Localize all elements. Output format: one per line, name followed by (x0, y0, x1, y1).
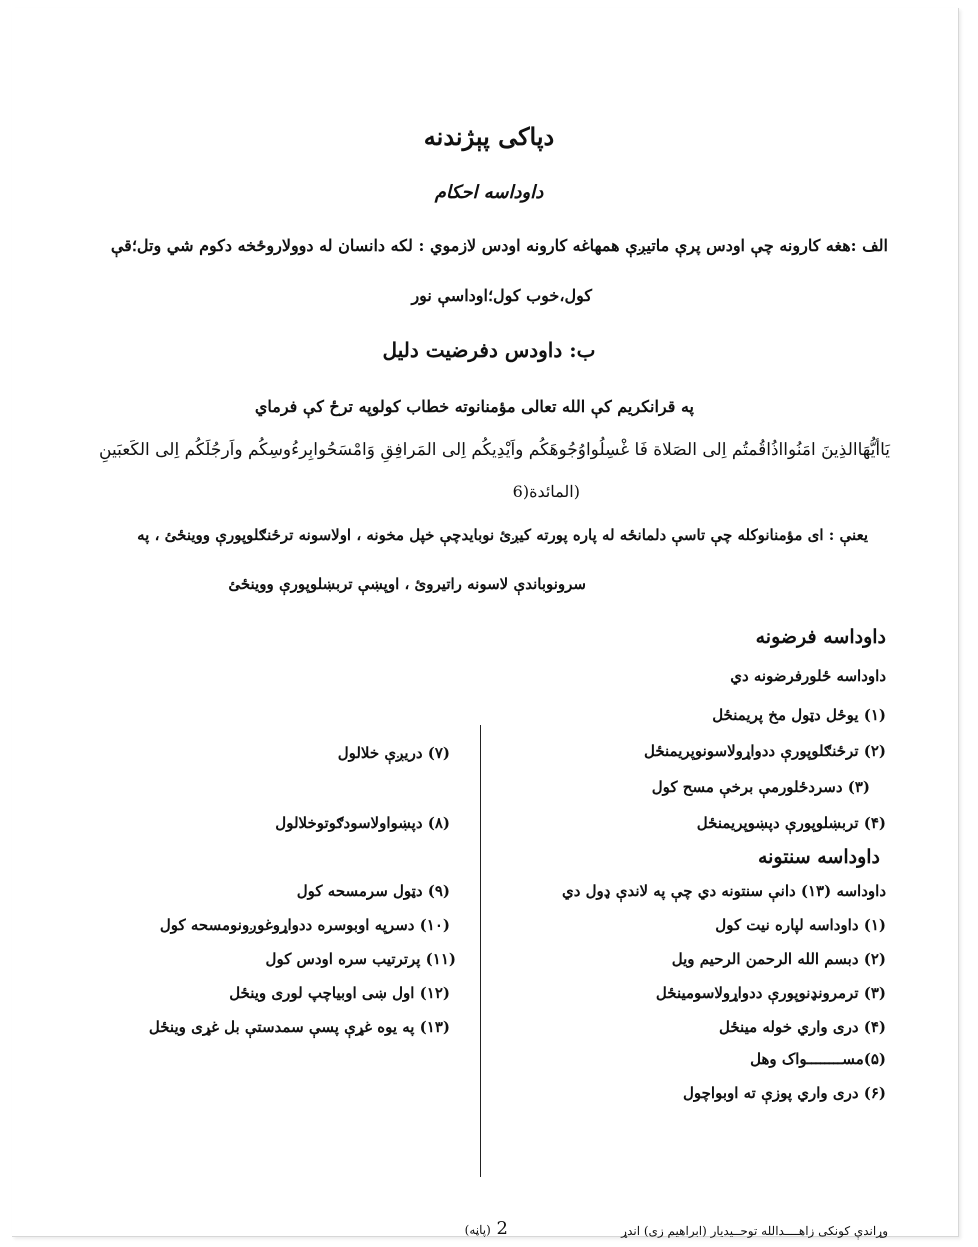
alef-line-2: کول،خوب کول؛اوداسې نور (411, 286, 592, 305)
fard-heading: داوداسه فرضونه (755, 626, 886, 648)
sunnah-item: (۳) ترمرونډنوپورې ددواړولاسومینځل (655, 984, 886, 1002)
sunnah-item: (۸) دپښواولاسودګوتوخلالول (275, 814, 450, 832)
sunnah-item: (۱۱) پرترتیب سره اودس کول (265, 950, 456, 968)
sunnah-item: (۷) دریږې خلالول (337, 744, 450, 762)
sunnah-item: (۵)مســــــــواک وهل (750, 1050, 886, 1068)
sunnah-intro: داوداسه (۱۳) دانې سنتونه دي چې په لاندې ډول دي (562, 882, 886, 900)
alef-line-1: الف :هغه کارونه چې اودس پرې ماتیږې همهاغه کارونه اودس لازموي : لکه دانسان له دوولاروځخه دکوم شي وتل؛قې (110, 236, 888, 255)
sunnah-item: (۹) دټول سرمسحه کول (296, 882, 450, 900)
meaning-line-1: یعنې : ای مؤمنانوکله چې تاسې دلمانځه له پاره پورته کیږئ نوبایدچې خپل مخونه ، اولاسونه ترځنګلوپورې ووینځئ ، په (137, 526, 868, 544)
section-b-heading: ب: داودس دفرضیت دلیل (382, 338, 596, 362)
fard-item: (۳) دسردځلورمې برخې مسح کول (651, 778, 870, 796)
sunnah-item: (۱۲) اول ښی اوبیاچپ لوری وینځل (229, 984, 450, 1002)
quran-intro: په قرانکریم کې الله تعالی مؤمنانوته خطاب کولوپه ترځ کې فرماي (254, 397, 694, 416)
sunnah-item: (۴) دری واري خوله مینځل (719, 1018, 886, 1036)
sunnah-item: (۲) دبسم الله الرحمن الرحیم ویل (671, 950, 886, 968)
sunnah-item: (۱۰) دسرپه اوبوسره ددواړوغوږونومسحه کول (159, 916, 450, 934)
meaning-line-2: سرونوباندې لاسونه راتیروئ ، اوپښې تربښلوپورې ووینځئ (228, 575, 586, 593)
page-title: دپاکی پېژندنه (423, 122, 555, 151)
sunnah-heading: داوداسه سنتونه (757, 846, 880, 868)
fard-item: (۴) تربښلوپورې دپښوپریمنځل (696, 814, 886, 832)
fard-item: (۲) ترځنګلوپورې ددواړولاسونوپریمنځل (643, 742, 886, 760)
page-label: (پاڼه) (464, 1223, 491, 1237)
fard-intro: داوداسه ځلورفرضونه دي (730, 667, 886, 685)
sunnah-item: (۱) داوداسه لپاره نیت کول (715, 916, 886, 934)
footer-author: وړاندې کونکی زاهــــدالله توحــیدیار (ابراهیم زی) اندړ (621, 1224, 888, 1238)
sunnah-item: (۶) دری واري پوزې ته اوبواچول (683, 1084, 886, 1102)
quran-verse: يَاأيُّهَاالذِينَ امَنُوااذُاقُمتُم اِلى الصَلاة فَا غْسِلُواوُجُوهَكُم واَيْدِيكُم اِلى المَرافِقِ وَامْسَحُوابِرءُوسِكُم واَرجُلَكُم اِلى الكَعبَينِ (99, 440, 890, 460)
page-subtitle: داوداسه احکام (434, 182, 544, 203)
sunnah-item: (۱۳) په یوه غړې پسې سمدستې بل غړی وینځل (148, 1018, 450, 1036)
page-number (461, 1218, 508, 1239)
verse-reference: (المائدة(6 (512, 482, 580, 501)
column-divider (480, 725, 481, 1177)
fard-item: (۱) یوځل دټول مخ پریمنځل (712, 706, 886, 724)
page-number-value: 2 (496, 1218, 508, 1239)
